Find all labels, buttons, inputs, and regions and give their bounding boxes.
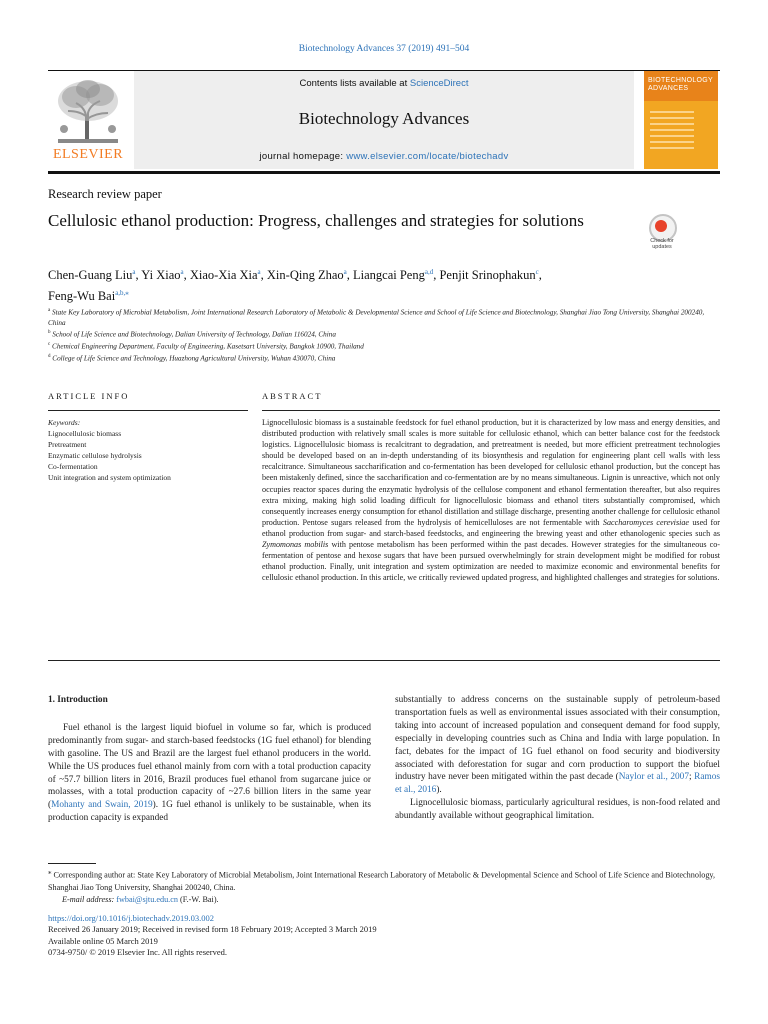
elsevier-tree-icon [50,77,126,147]
divider [48,660,720,661]
author[interactable]: Xiao-Xia Xia [189,268,258,283]
author-affil-mark[interactable]: a,b,⁎ [115,289,129,298]
elsevier-logo [50,77,126,165]
author-affil-mark[interactable]: a [180,268,184,276]
email-line: E-mail address: fwbai@sjtu.edu.cn (F.-W. Bai). [62,894,219,904]
body-column-left [48,694,371,825]
keywords-label: Keywords: [48,418,81,427]
sciencedirect-link[interactable]: ScienceDirect [409,78,469,89]
body-column-right [395,694,720,823]
doi-link[interactable]: https://doi.org/10.1016/j.biotechadv.2019.03.002 [48,913,214,923]
contents-prefix: Contents lists available at [299,78,408,89]
paper-type: Research review paper [48,187,162,201]
author[interactable]: Penjit Srinophakun [439,268,536,283]
author-affil-mark[interactable]: a [132,268,136,276]
affiliation: $^d$ College of Life Science and Technology, Huazhong Agricultural University, Wuhan 430070, China [48,354,336,363]
homepage-label: journal homepage: [259,151,344,162]
journal-homepage [134,151,634,162]
author[interactable]: Yi Xiao [141,268,181,283]
email-link[interactable]: fwbai@sjtu.edu.cn [116,894,178,904]
author[interactable]: Xin-Qing Zhao [266,268,344,283]
abstract-text: Lignocellulosic biomass is a sustainable feedstock for fuel ethanol production, but it is characterized by low mass and energy densities, and distributed production with relatively small scales is more suitable for cellulosic ethanol, which can better balance cost for the feedstock logistics. Lignocellulosic biomass is recalcitrant to degradation, and pretreatment is needed, but more efficient pretreatment technologies should be developed based on an in-depth understanding of its biosynthesis and regulation for engineering plant cell walls with less recalcitrance. Simultaneous saccharification and co-fermentation has been developed for cellulosic ethanol production, but the concept has been mistakenly defined, since the saccharification and co-fermentation are by no means simultaneous. Lignin is unreactive, which not only occupies reactor spaces during the enzymatic hydrolysis of the cellulose component and ethanol fermentation thereafter, but also requires extra mixing, making high solid loading difficult for lignocellulosic biomass and ethanol titers substantially compromised, which consequently increases energy consumption for ethanol distillation and stillage discharge, presenting another challenge for cellulosic ethanol production. Pentose sugars released from the hydrolysis of hemicelluloses are not fermentable with Saccharomyces cerevisiae used for ethanol production from sugar- and starch-based feedstocks, and engineering the brewing yeast and other ethanologenic species such as Zymomonas mobilis with pentose metabolism has been performed within the past decades. However strategies for the simultaneous co-fermentation of pentose and hexose sugars that have been pursued overwhelmingly for strain development might be modified for robust ethanol production. Finally, unit integration and system optimization are needed to maximize economic and environmental benefits for cellulosic ethanol production. In this article, we critically reviewed updated progress, and highlighted challenges and strategies for solutions. [262,418,720,583]
paper-title: Cellulosic ethanol production: Progress, challenges and strategies for solutions [48,211,584,230]
abstract-heading: ABSTRACT [262,391,323,401]
divider [48,410,248,411]
author[interactable]: Chen-Guang Liu [48,268,133,283]
author-affil-mark[interactable]: c [535,268,539,276]
affiliations [48,306,720,364]
received-dates: Received 26 January 2019; Received in revised form 18 February 2019; Accepted 3 March 2019 [48,924,377,935]
paragraph: substantially to address concerns on the sustainable supply of petroleum-based transportation fuels as well as environmental issues associated with their consumption, taking into account of increased population and consequent demand for food supply, especially in developing countries such as China and India with large population. In fact, debates for the impact of 1G fuel ethanol on food security and biodiversity associated with deforestation for sugar and corn production to support the biofuel industry have never been mitigated within the past decade (Naylor et al., 2007; Ramos et al., 2016). [395,695,720,796]
paragraph: Lignocellulosic biomass, particularly agricultural residues, is non-food related and abundantly available without geographical limitation. [395,798,720,822]
available-online: Available online 05 March 2019 [48,935,158,946]
publisher-logo-text: ELSEVIER [52,147,124,162]
corresponding-author-footnote [48,867,720,906]
keyword-list [48,428,248,483]
cover-lines [650,111,694,153]
journal-header [48,70,720,174]
author[interactable]: Feng-Wu Bai [48,289,116,304]
footnote-text: ⁎ Corresponding author at: State Key Laboratory of Microbial Metabolism, Joint International Research Laboratory of Metabolic & Developmental Science and School of Life Science and Biotechnology, Shanghai Jiao Tong University, Shanghai 200240, China. [48,869,716,892]
citation-link[interactable]: Mohanty and Swain, 2019 [51,800,153,811]
affiliation: $^c$ Chemical Engineering Department, Faculty of Engineering, Kasetsart University, Bangkok 10900, Thailand [48,342,364,351]
article-info-heading: ARTICLE INFO [48,391,130,401]
affiliation: $^a$ State Key Laboratory of Microbial Metabolism, Joint International Research Laboratory of Metabolic & Developmental Science and School of Life Science and Biotechnology, Shanghai Jiao Tong University, Shanghai 200240, China [48,308,705,327]
journal-title: Biotechnology Advances [298,109,470,128]
author[interactable]: Liangcai Peng [353,268,425,283]
author-affil-mark[interactable]: a [257,268,261,276]
bookmark-icon [655,220,667,232]
keyword: Pretreatment [48,440,87,449]
copyright: 0734-9750/ © 2019 Elsevier Inc. All rights reserved. [48,946,228,957]
cover-title: BIOTECHNOLOGY ADVANCES [648,77,713,92]
keyword: Lignocellulosic biomass [48,429,122,438]
journal-cover-image [644,71,718,169]
author-list: Chen-Guang Liu$^a$, Yi Xiao$^a$, Xiao-Xia Xia$^a$, Xin-Qing Zhao$^a$, Liangcai Peng$^{a,d}$, Penjit Srinophakun$^c$, Feng-Wu Bai$^{a,b,⁎}$ [48,268,542,304]
citation-link[interactable]: Ramos et al., 2016 [395,772,720,796]
contents-line [134,78,634,89]
journal-reference[interactable]: Biotechnology Advances 37 (2019) 491–504 [298,44,470,54]
journal-banner [134,71,634,169]
keyword: Unit integration and system optimization [48,473,171,482]
check-updates-label: Check for updates [650,238,674,250]
divider [262,410,720,411]
footnote-divider [48,863,96,864]
article-metadata [48,913,720,958]
citation-link[interactable]: Naylor et al., 2007 [618,772,689,783]
author-affil-mark[interactable]: a,d [424,268,434,276]
section-heading: 1. Introduction [48,695,108,705]
homepage-link[interactable]: www.elsevier.com/locate/biotechadv [346,151,509,162]
keyword: Co-fermentation [48,462,98,471]
keyword: Enzymatic cellulose hydrolysis [48,451,142,460]
affiliation: $^b$ School of Life Science and Biotechnology, Dalian University of Technology, Dalian 116024, China [48,330,336,339]
author-affil-mark[interactable]: a [343,268,347,276]
check-for-updates-button[interactable] [643,212,681,250]
paragraph: Fuel ethanol is the largest liquid biofuel in volume so far, which is produced predominantly from sugar- and starch-based feedstocks (1G fuel ethanol) for blending with gasoline. The US and Brazil are the largest fuel ethanol producers in the world. While the US produces fuel ethanol mainly from corn with a total production capacity of ~57.7 billion liters in 2016, Brazil produces fuel ethanol from sugarcane juice or molasses, with a total production capacity of ~27.6 billion liters in the same year (Mohanty and Swain, 2019). 1G fuel ethanol is unlikely to be sustainable, when its production capacity is expanded [48,722,371,824]
